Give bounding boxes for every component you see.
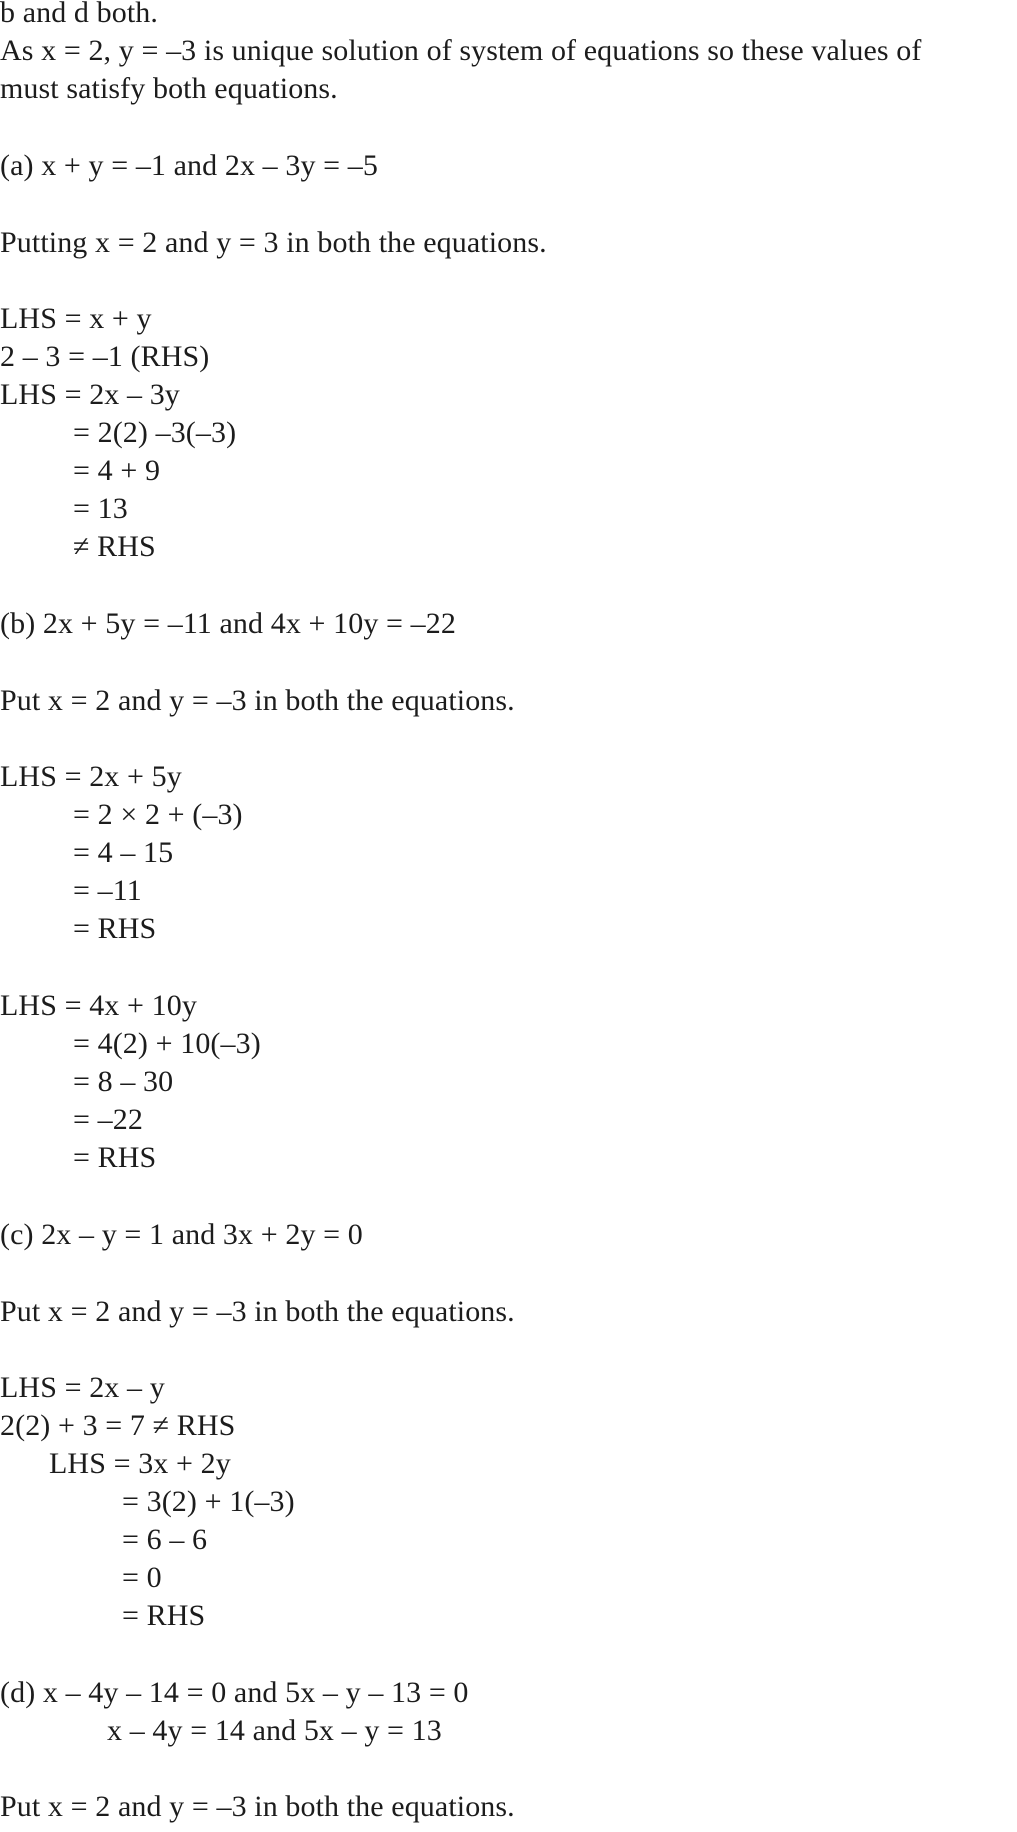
equation-line: = 4(2) + 10(–3) [73,1027,261,1060]
equation-line: = 0 [122,1561,162,1594]
equation-line: LHS = x + y [0,302,152,335]
equation-line: = RHS [122,1599,206,1632]
equation-line: ≠ RHS [73,530,156,563]
equation-line: = –11 [73,874,142,907]
equation-line: LHS = 2x + 5y [0,760,182,793]
text-line: Putting x = 2 and y = 3 in both the equations. [0,226,547,259]
part-c-heading: (c) 2x – y = 1 and 3x + 2y = 0 [0,1218,363,1251]
equation-line: = RHS [73,1141,157,1174]
equation-line: = 3(2) + 1(–3) [122,1485,295,1518]
part-d-heading: (d) x – 4y – 14 = 0 and 5x – y – 13 = 0 [0,1676,469,1709]
text-line: Put x = 2 and y = –3 in both the equations. [0,1790,515,1823]
equation-line: 2 – 3 = –1 (RHS) [0,340,210,373]
equation-line: LHS = 4x + 10y [0,989,197,1022]
part-a-heading: (a) x + y = –1 and 2x – 3y = –5 [0,149,378,182]
equation-line: = 2(2) –3(–3) [73,416,237,449]
text-line: Put x = 2 and y = –3 in both the equations. [0,1295,515,1328]
text-line: Put x = 2 and y = –3 in both the equations. [0,684,515,717]
equation-line: LHS = 3x + 2y [49,1447,231,1480]
equation-line: 2(2) + 3 = 7 ≠ RHS [0,1409,236,1442]
equation-line: = 6 – 6 [122,1523,208,1556]
equation-line: LHS = 2x – y [0,1371,165,1404]
text-line: As x = 2, y = –3 is unique solution of system of equations so these values of [0,34,922,67]
equation-line: = 8 – 30 [73,1065,174,1098]
text-line: b and d both. [0,0,158,29]
equation-line: = 2 × 2 + (–3) [73,798,243,831]
equation-line: = 13 [73,492,128,525]
part-b-heading: (b) 2x + 5y = –11 and 4x + 10y = –22 [0,607,456,640]
equation-line: x – 4y = 14 and 5x – y = 13 [107,1714,442,1747]
equation-line: = –22 [73,1103,143,1136]
text-line: must satisfy both equations. [0,72,338,105]
equation-line: LHS = 2x – 3y [0,378,180,411]
equation-line: = 4 – 15 [73,836,174,869]
equation-line: = 4 + 9 [73,454,161,487]
equation-line: = RHS [73,912,157,945]
